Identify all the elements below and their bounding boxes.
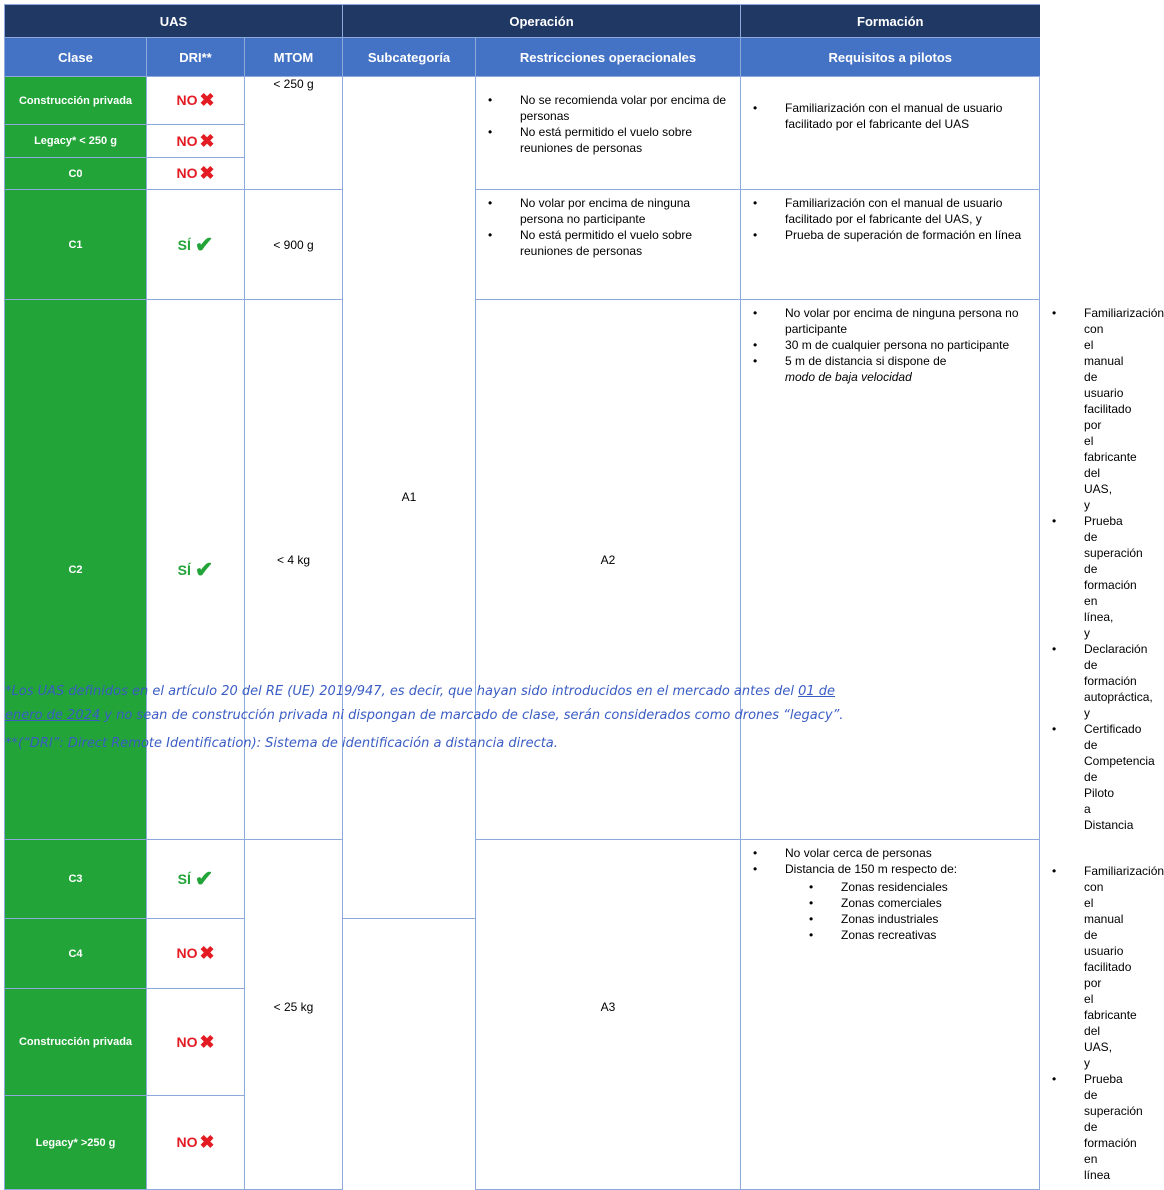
group-uas: UAS (5, 5, 343, 38)
dri-value: NO (176, 1134, 198, 1151)
list-item: • Zonas industriales (809, 911, 1031, 927)
dri-cell (147, 300, 245, 840)
table-row (5, 77, 1040, 125)
col-mtom: MTOM (245, 38, 343, 77)
uas-classification-table (4, 4, 1164, 1190)
dri-cell (147, 840, 245, 919)
list-item: • Certificado de Competencia de Piloto a Distancia (1052, 721, 1084, 833)
cross-mark-icon: ✖ (199, 163, 215, 183)
dri-cell (147, 158, 245, 190)
dri-cell (147, 190, 245, 300)
mtom-cell: < 4 kg (245, 300, 343, 840)
table-row (5, 840, 1040, 919)
dri-cell (147, 125, 245, 158)
subcategoria-cell: A1 (343, 77, 476, 919)
dri-value: NO (176, 1033, 198, 1050)
list-item: • No volar por encima de ninguna persona no participante (753, 305, 1031, 337)
list-item: • Zonas residenciales (809, 879, 1031, 895)
dri-value: SÍ (177, 561, 191, 578)
clase-cell: Legacy* < 250 g (5, 125, 147, 158)
list-item: • Familiarización con el manual de usuario facilitado por el fabricante del UAS, y (1052, 305, 1084, 513)
restricciones-cell (741, 300, 1040, 840)
footnote-legacy (5, 681, 835, 703)
restricciones-cell (476, 77, 741, 190)
subcategoria-cell: A3 (476, 840, 741, 1190)
col-restricciones: Restricciones operacionales (476, 38, 741, 77)
footnote-date-part2: enero de 2024 (5, 708, 101, 723)
list-item: • No está permitido el vuelo sobre reuniones de personas (488, 124, 732, 156)
table-row (5, 190, 1040, 300)
cross-mark-icon: ✖ (199, 130, 215, 151)
clase-cell: Legacy* >250 g (5, 1096, 147, 1190)
list-item (753, 861, 1031, 943)
list-item-text: 5 m de distancia si dispone de (785, 354, 947, 368)
list-item (753, 353, 1031, 385)
column-header-row (5, 38, 1040, 77)
table-row (5, 300, 1040, 840)
cross-mark-icon: ✖ (199, 1031, 215, 1052)
list-item: • Zonas comerciales (809, 895, 1031, 911)
footnote-text: y no sean de construcción privada ni dispongan de marcado de clase, serán considerados como drones “legacy”. (100, 708, 844, 723)
list-item: • Familiarización con el manual de usuario facilitado por el fabricante del UAS, y (1052, 863, 1084, 1071)
col-subcategoria: Subcategoría (343, 38, 476, 77)
list-item: • No está permitido el vuelo sobre reuniones de personas (488, 227, 732, 259)
col-dri: DRI** (147, 38, 245, 77)
clase-cell: Construcción privada (5, 989, 147, 1096)
list-item: • Declaración de formación autopráctica, y (1052, 641, 1084, 721)
restricciones-cell (476, 190, 741, 300)
clase-cell: C1 (5, 190, 147, 300)
clase-cell: C4 (5, 918, 147, 988)
list-item-text: Distancia de 150 m respecto de: (785, 862, 958, 876)
list-item: • No volar por encima de ninguna persona no participante (488, 195, 732, 227)
subcategoria-cell: A2 (476, 300, 741, 840)
requisitos-cell (741, 77, 1040, 190)
group-operacion: Operación (343, 5, 741, 38)
mtom-cell: < 900 g (245, 190, 343, 300)
dri-cell (147, 77, 245, 125)
restricciones-cell (741, 840, 1040, 1190)
list-item: • No se recomienda volar por encima de personas (488, 92, 732, 124)
clase-cell: C0 (5, 158, 147, 190)
footnote-text: *Los UAS definidos en el artículo 20 del RE (UE) 2019/947, es decir, que hayan sido introducidos en el mercado antes del (5, 684, 799, 699)
list-item: • Prueba de superación de formación en línea (1052, 1071, 1084, 1183)
list-item: • 30 m de cualquier persona no participante (753, 337, 1031, 353)
list-item: • No volar cerca de personas (753, 845, 1031, 861)
dri-value: NO (176, 165, 198, 181)
cross-mark-icon: ✖ (199, 943, 215, 964)
footnote-dri: **(“DRI”: Direct Remote Identification): Sistema de identificación a distancia directa. (5, 736, 558, 751)
footnote-date-part1: 01 de (798, 684, 836, 699)
list-item: • Prueba de superación de formación en línea (753, 227, 1031, 243)
check-mark-icon: ✔ (194, 865, 214, 891)
clase-cell: Construcción privada (5, 77, 147, 125)
col-clase: Clase (5, 38, 147, 77)
clase-cell: C3 (5, 840, 147, 919)
list-item: • Familiarización con el manual de usuario facilitado por el fabricante del UAS (753, 100, 1031, 132)
check-mark-icon: ✔ (194, 556, 214, 582)
mtom-cell: < 25 kg (245, 840, 343, 1190)
group-formacion: Formación (741, 5, 1040, 38)
dri-value: NO (176, 132, 198, 149)
list-item: • Familiarización con el manual de usuario facilitado por el fabricante del UAS, y (753, 195, 1031, 227)
group-header-row (5, 5, 1040, 38)
dri-cell (147, 989, 245, 1096)
footnote-legacy-cont (5, 705, 843, 727)
cross-mark-icon: ✖ (199, 90, 215, 110)
mtom-cell: < 250 g (245, 77, 343, 190)
clase-cell: C2 (5, 300, 147, 840)
list-item-emphasis: modo de baja velocidad (785, 370, 912, 384)
dri-value: SÍ (177, 870, 191, 887)
dri-value: SÍ (177, 236, 191, 253)
dri-value: NO (176, 92, 198, 108)
dri-cell (147, 918, 245, 988)
dri-cell (147, 1096, 245, 1190)
requisitos-cell (741, 190, 1040, 300)
cross-mark-icon: ✖ (199, 1132, 215, 1153)
list-item: • Zonas recreativas (809, 927, 1031, 943)
dri-value: NO (176, 945, 198, 962)
list-item: • Prueba de superación de formación en línea, y (1052, 513, 1084, 641)
col-requisitos: Requisitos a pilotos (741, 38, 1040, 77)
check-mark-icon: ✔ (194, 231, 214, 257)
